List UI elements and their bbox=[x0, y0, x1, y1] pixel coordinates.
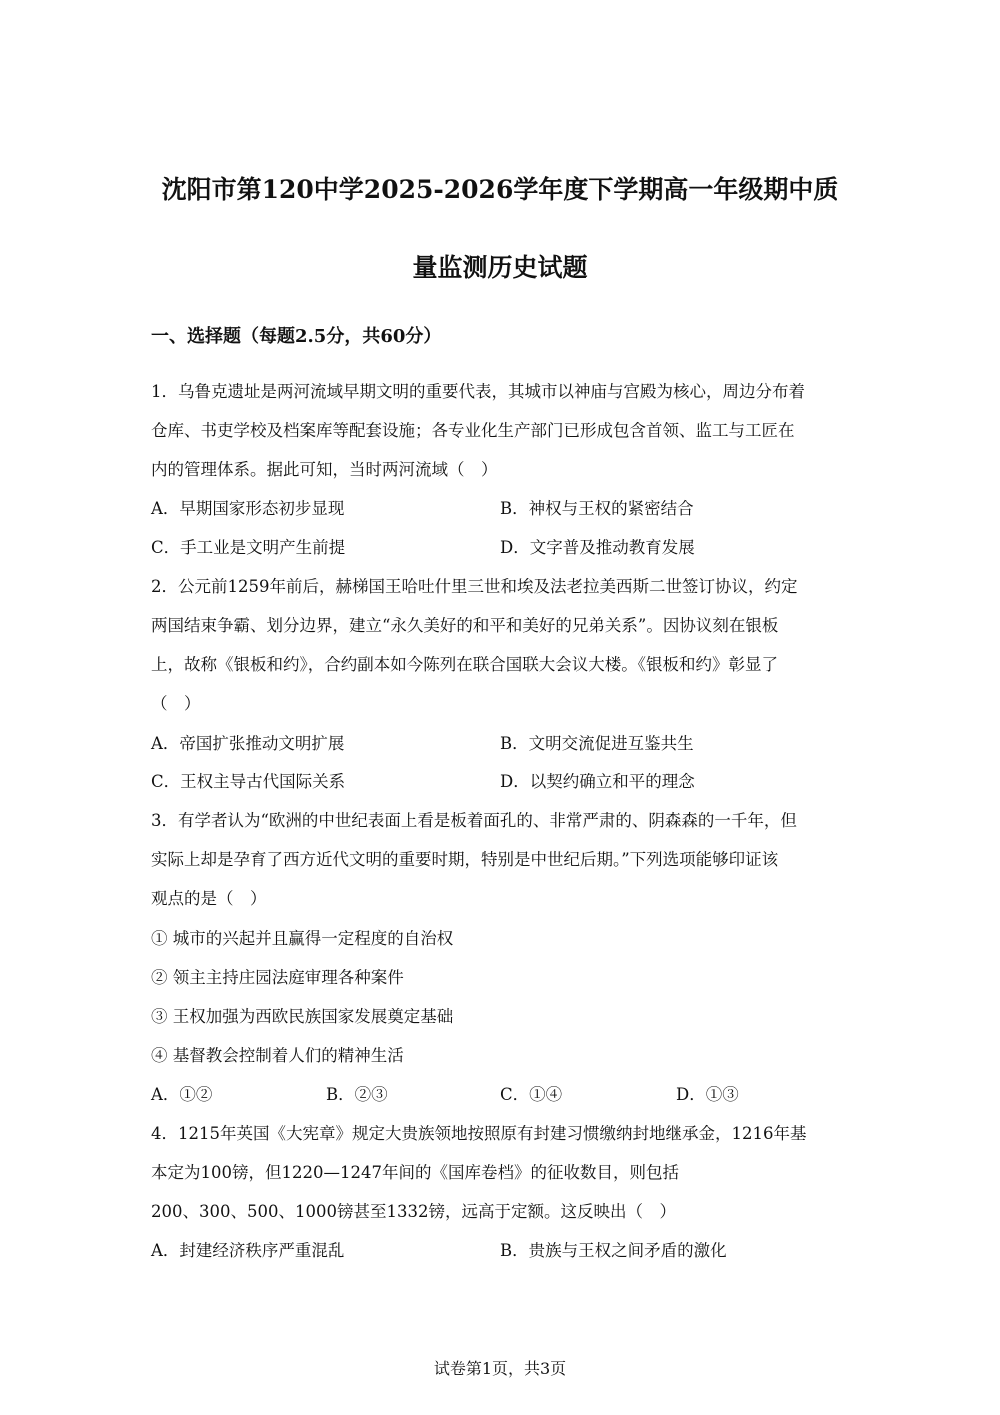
q3-option-a: A．①② bbox=[151, 1085, 213, 1104]
q1-option-a: A．早期国家形态初步显现 bbox=[151, 499, 345, 518]
q3-stem-line1: 3．有学者认为“欧洲的中世纪表面上看是板着面孔的、非常严肃的、阴森森的一千年，但 bbox=[151, 811, 797, 830]
q2-option-b: B．文明交流促进互鉴共生 bbox=[500, 734, 694, 753]
q3-option-d: D．①③ bbox=[676, 1085, 739, 1104]
q4-option-a: A．封建经济秩序严重混乱 bbox=[151, 1241, 345, 1260]
q2-stem-line3: 上，故称《银板和约》，合约副本如今陈列在联合国联大会议大楼。《银板和约》彰显了 bbox=[151, 655, 778, 674]
section-heading: 一、选择题（每题2.5分，共60分） bbox=[151, 326, 442, 347]
q2-stem-line1: 2．公元前1259年前后，赫梯国王哈吐什里三世和埃及法老拉美西斯二世签订协议，约定 bbox=[151, 577, 798, 596]
q1-stem-line1: 1．乌鲁克遗址是两河流域早期文明的重要代表，其城市以神庙与宫殿为核心，周边分布着 bbox=[151, 382, 805, 401]
q3-option-b: B．②③ bbox=[326, 1085, 388, 1104]
q1-stem-line2: 仓库、书吏学校及档案库等配套设施；各专业化生产部门已形成包含首领、监工与工匠在 bbox=[151, 421, 795, 440]
q3-option-c: C．①④ bbox=[500, 1085, 563, 1104]
exam-title-line1: 沈阳市第120中学2025-2026学年度下学期高一年级期中质 bbox=[161, 175, 839, 204]
q1-option-d: D．文字普及推动教育发展 bbox=[500, 538, 695, 557]
q3-stem-line3: 观点的是（ ） bbox=[151, 889, 267, 908]
q3-statement-1: ① 城市的兴起并且赢得一定程度的自治权 bbox=[151, 929, 454, 948]
q4-option-b: B．贵族与王权之间矛盾的激化 bbox=[500, 1241, 727, 1260]
q3-statement-4: ④ 基督教会控制着人们的精神生活 bbox=[151, 1046, 404, 1065]
q2-option-a: A．帝国扩张推动文明扩展 bbox=[151, 734, 345, 753]
q1-stem-line3: 内的管理体系。据此可知，当时两河流域（ ） bbox=[151, 460, 498, 479]
q2-option-d: D．以契约确立和平的理念 bbox=[500, 772, 695, 791]
q4-stem-line3: 200、300、500、1000镑甚至1332镑，远高于定额。这反映出（ ） bbox=[151, 1202, 676, 1221]
q3-statement-2: ② 领主主持庄园法庭审理各种案件 bbox=[151, 968, 404, 987]
q4-stem-line2: 本定为100镑，但1220—1247年间的《国库卷档》的征收数目，则包括 bbox=[151, 1163, 679, 1182]
page-footer: 试卷第1页，共3页 bbox=[433, 1359, 567, 1378]
q2-option-c: C．王权主导古代国际关系 bbox=[151, 772, 346, 791]
q1-option-c: C．手工业是文明产生前提 bbox=[151, 538, 346, 557]
q1-option-b: B．神权与王权的紧密结合 bbox=[500, 499, 694, 518]
exam-title-line2: 量监测历史试题 bbox=[412, 253, 588, 282]
q4-stem-line1: 4．1215年英国《大宪章》规定大贵族领地按照原有封建习惯缴纳封地继承金，1216年基 bbox=[151, 1124, 807, 1143]
q2-stem-line4: （ ） bbox=[151, 694, 201, 713]
q2-stem-line2: 两国结束争霸、划分边界，建立“永久美好的和平和美好的兄弟关系”。因协议刻在银板 bbox=[151, 616, 779, 635]
q3-stem-line2: 实际上却是孕育了西方近代文明的重要时期，特别是中世纪后期。”下列选项能够印证该 bbox=[151, 850, 779, 869]
q3-statement-3: ③ 王权加强为西欧民族国家发展奠定基础 bbox=[151, 1007, 454, 1026]
